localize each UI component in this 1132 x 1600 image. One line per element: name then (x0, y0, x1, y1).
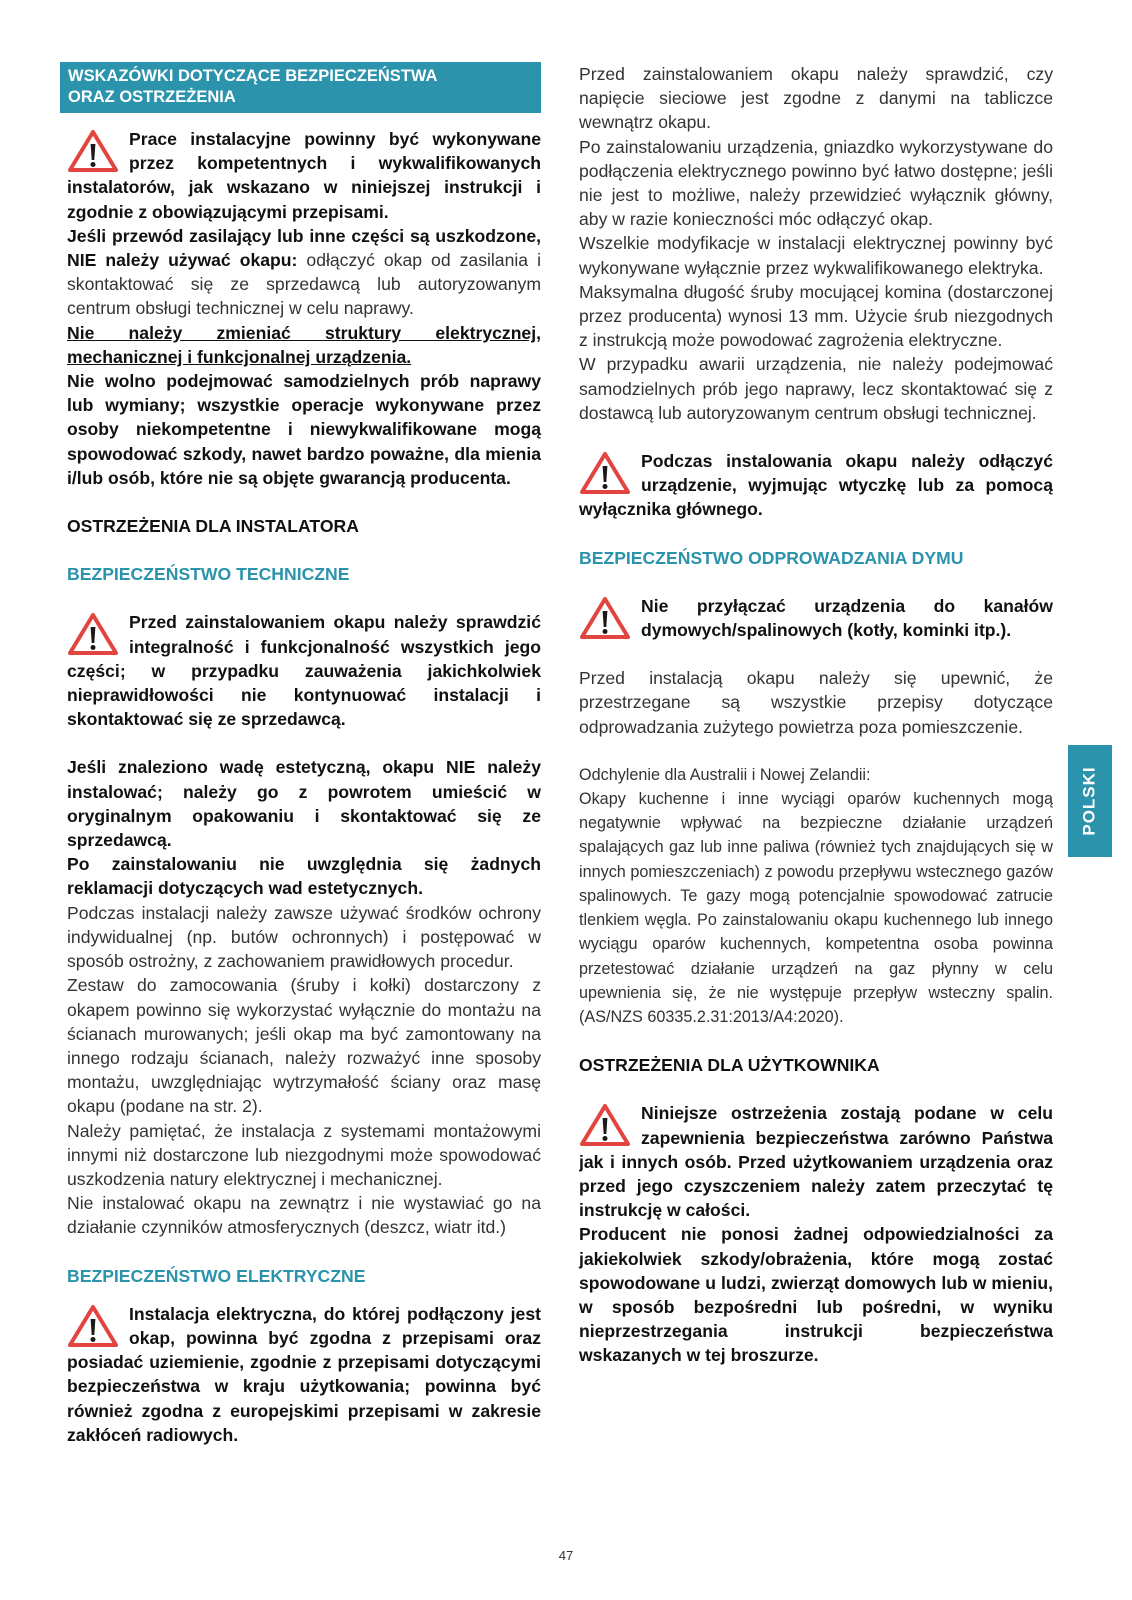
language-tab-label: POLSKI (1080, 766, 1100, 836)
warning-text: Instalacja elektryczna, do której podłączony jest okap, powinna być zgodna z przepisami oraz posiadać uziemienie, zgodnie z przepisami dotyczącymi bezpieczeństwa w kraju użytkowania; powinna być również zgodna z europejskimi przepisami w zakresie zakłóceń radiowych. (67, 1303, 541, 1445)
paragraph-no-repair: Nie wolno podejmować samodzielnych prób naprawy lub wymiany; wszystkie operacje wykonywane przez osoby niekompetentne i niewykwalifikowane mogą spowodować szkody, nawet bardzo poważne, dla mienia i/lub osób, które nie są objęte gwarancją producenta. (67, 371, 541, 488)
paragraph-mounting-kit: Zestaw do zamocowania (śruby i kołki) dostarczony z okapem powinno się wykorzystać wyłącznie do montażu na ścianach murowanych; jeśli okap ma być zamontowany na innego rodzaju ścianach, należy rozważyć inne sposoby montażu, uwzględniając wytrzymałość ściany oraz masę okapu (podane na str. 2). (67, 975, 541, 1117)
warning-triangle-icon (67, 612, 119, 656)
paragraph-no-modification: Nie należy zmieniać struktury elektrycznej, mechanicznej i funkcjonalnej urządzenia. (67, 322, 541, 367)
section-heading-smoke: BEZPIECZEŃSTWO ODPROWADZANIA DYMU (579, 547, 964, 568)
paragraph-australia: Okapy kuchenne i inne wyciągi oparów kuchennych mogą negatywnie wpływać na bezpieczne działanie urządzeń spalających gaz lub inne paliwa (również tych znajdujących się w innych pomieszczeniach) z powodu przepływu wstecznego gazów spalinowych. Te gazy mogą potencjalnie spowodować zatrucie tlenkiem węgla. Po zainstalowaniu okapu kuchennego lub innego wyciągu oparów kuchennych, kompetentna osoba powinna przetestować działanie urządzeń na gaz płynny w celu upewnienia się, że nie występuje przepływ wsteczny spalin. (AS/NZS 60335.2.31:2013/A4:2020). (579, 790, 1053, 1026)
warning-triangle-icon (579, 596, 631, 640)
header-line-1: WSKAZÓWKI DOTYCZĄCE BEZPIECZEŃSTWA (68, 67, 438, 85)
paragraph-no-complaints: Po zainstalowaniu nie uwzględnia się żadnych reklamacji dotyczących wad estetycznych. (67, 854, 541, 899)
subheading-installer: OSTRZEŻENIA DLA INSTALATORA (67, 516, 359, 537)
paragraph-damaged-cable: Jeśli przewód zasilający lub inne części są uszkodzone, NIE należy używać okapu: odłączyć okap od zasilania i skontaktować się ze sprzedawcą lub autoryzowanym centrum obsługi technicznej w celu naprawy. (67, 225, 541, 319)
subheading-user: OSTRZEŻENIA DLA UŻYTKOWNIKA (579, 1055, 880, 1076)
section-heading-electrical: BEZPIECZEŃSTWO ELEKTRYCZNE (67, 1265, 366, 1286)
warning-block-integrity (67, 610, 541, 731)
language-side-tab (1068, 745, 1112, 857)
warning-text: Przed zainstalowaniem okapu należy sprawdzić integralność i funkcjonalność wszystkich jego części; w przypadku zauważenia jakichkolwiek nieprawidłowości nie kontynuować instalacji i skontaktować się ze sprzedawcą. (67, 612, 541, 730)
warning-triangle-icon (579, 1103, 631, 1147)
warning-text: Nie przyłączać urządzenia do kanałów dymowych/spalinowych (kotły, kominki itp.). (641, 595, 1053, 641)
warning-triangle-icon (67, 1304, 119, 1348)
warning-triangle-icon (579, 451, 631, 495)
paragraph-protective-equipment: Podczas instalacji należy zawsze używać środków ochrony indywidualnej (np. butów ochronnych) i postępować w sposób ostrożny, z zachowaniem prawidłowych procedur. (67, 902, 541, 972)
section-header-bar (60, 62, 541, 113)
right-column (579, 62, 1053, 1368)
warning-text: Niniejsze ostrzeżenia zostają podane w celu zapewnienia bezpieczeństwa zarówno Państwa jak i innych osób. Przed użytkowaniem urządzenia oraz przed jego czyszczeniem należy zatem przeczytać tę instrukcję w całości. (579, 1103, 1053, 1221)
warning-block-electrical (67, 1302, 541, 1447)
warning-triangle-icon (67, 129, 119, 173)
warning-text: Podczas instalowania okapu należy odłączyć urządzenie, wyjmując wtyczkę lub za pomocą wyłącznika głównego. (579, 451, 1053, 520)
paragraph-modifications: Wszelkie modyfikacje w instalacji elektrycznej powinny być wykonywane wyłącznie przez wykwalifikowanego elektryka. (579, 233, 1053, 278)
page-number: 47 (558, 1548, 574, 1563)
warning-block-installers (67, 127, 541, 224)
header-line-2: ORAZ OSTRZEŻENIA (68, 88, 236, 106)
paragraph-socket: Po zainstalowaniu urządzenia, gniazdko wykorzystywane do podłączenia elektrycznego powinno być łatwo dostępne; jeśli nie jest to możliwe, należy przewidzieć wyłącznik główny, aby w razie konieczności móc odłączyć okap. (579, 136, 1053, 230)
paragraph-outdoor: Nie instalować okapu na zewnątrz i nie wystawiać go na działanie czynników atmosferycznych (deszcz, wiatr itd.) (67, 1193, 541, 1238)
paragraph-liability: Producent nie ponosi żadnej odpowiedzialności za jakiekolwiek szkody/obrażenia, które mogą zostać spowodowane u ludzi, zwierząt domowych lub w mieniu, w sposób bezpośredni lub pośredni, w wyniku nieprzestrzegania instrukcji bezpieczeństwa wskazanych w tej broszurze. (579, 1224, 1053, 1366)
left-column (67, 62, 541, 1447)
section-heading-technical: BEZPIECZEŃSTWO TECHNICZNE (67, 564, 350, 585)
paragraph-voltage: Przed zainstalowaniem okapu należy sprawdzić, czy napięcie sieciowe jest zgodne z danymi na tabliczce wewnątrz okapu. (579, 64, 1053, 133)
paragraph-australia-title: Odchylenie dla Australii i Nowej Zelandii: (579, 765, 871, 784)
warning-text: Prace instalacyjne powinny być wykonywane przez kompetentnych i wykwalifikowanych instalatorów, jak wskazano w niniejszej instrukcji i zgodnie z obowiązującymi przepisami. (67, 129, 541, 222)
paragraph-failure: W przypadku awarii urządzenia, nie należy podejmować samodzielnych prób jego naprawy, lecz skontaktować się z dostawcą lub autoryzowanym centrum obsługi technicznej. (579, 354, 1053, 423)
warning-block-user (579, 1101, 1053, 1222)
paragraph-exhaust-rules: Przed instalacją okapu należy się upewnić, że przestrzegane są wszystkie przepisy dotyczące odprowadzania zużytego powietrza poza pomieszczenie. (579, 668, 1053, 737)
warning-block-disconnect (579, 449, 1053, 522)
paragraph-screw-length: Maksymalna długość śruby mocującej komina (dostarczonej przez producenta) wynosi 13 mm. Użycie śrub niezgodnych z instrukcją może powodować zagrożenia elektryczne. (579, 281, 1053, 351)
warning-block-flues (579, 594, 1053, 642)
paragraph-other-systems: Należy pamiętać, że instalacja z systemami montażowymi innymi niż dostarczone lub niezgodnymi może spowodować uszkodzenia natury elektrycznej i mechanicznej. (67, 1120, 541, 1189)
paragraph-aesthetic-defect: Jeśli znaleziono wadę estetyczną, okapu NIE należy instalować; należy go z powrotem umieścić w oryginalnym opakowaniu i skontaktować się ze sprzedawcą. (67, 757, 541, 851)
